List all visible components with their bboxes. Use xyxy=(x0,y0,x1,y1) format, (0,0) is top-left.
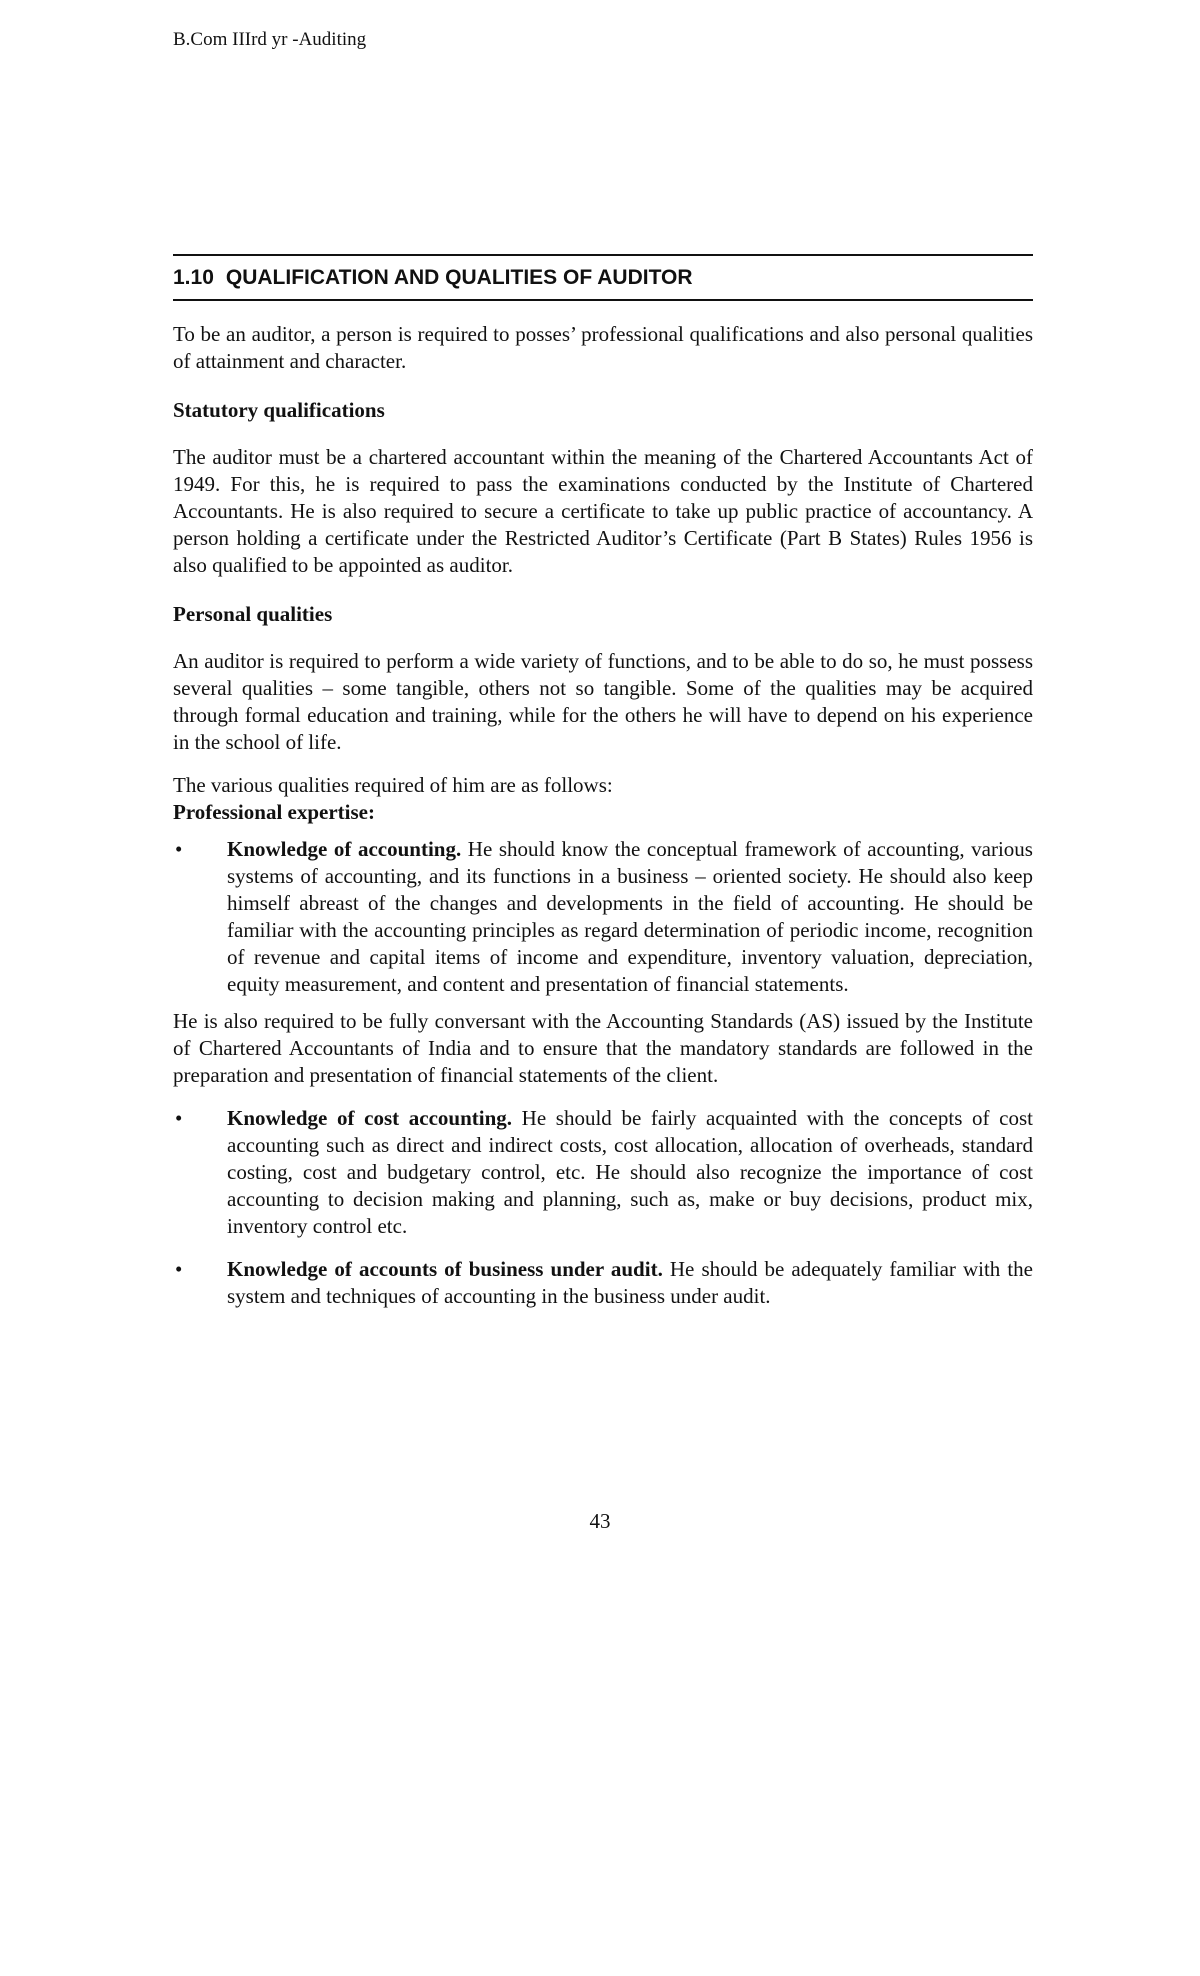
list-item-title: Knowledge of accounts of business under audit. xyxy=(227,1257,663,1281)
bullet-glyph: • xyxy=(175,1106,183,1130)
personal-paragraph: An auditor is required to perform a wide variety of functions, and to be able to do so, he must possess several qualities – some tangible, others not so tangible. Some of the qualities may be acquired through formal education and training, while for the others he will have to depend on his experience in the school of life. xyxy=(173,649,1033,754)
statutory-heading: Statutory qualifications xyxy=(173,398,385,422)
list-item-body xyxy=(227,836,1033,998)
running-header: B.Com IIIrd yr -Auditing xyxy=(173,29,367,50)
list-item-text: He should be adequately familiar with the system and techniques of accounting in the business under audit. xyxy=(227,1257,1033,1308)
section-number: 1.10 xyxy=(173,266,214,289)
section-heading xyxy=(173,254,1033,301)
list-item-title: Knowledge of accounting. xyxy=(227,837,462,861)
list-item-text: He should know the conceptual framework of accounting, various systems of accounting, and its functions in a business – oriented society. He should also keep himself abreast of the changes and developments in the field of accounting. He should be familiar with the accounting principles as regard determination of periodic income, recognition of revenue and capital items of income and expenditure, inventory valuation, depreciation, equity measurement, and content and presentation of financial statements. xyxy=(227,837,1033,996)
list-item-business-accounts xyxy=(173,1256,1033,1310)
professional-expertise-heading: Professional expertise: xyxy=(173,800,375,824)
personal-heading: Personal qualities xyxy=(173,602,333,626)
page-body xyxy=(173,254,1033,1310)
list-item-title: Knowledge of cost accounting. xyxy=(227,1106,513,1130)
section-title: QUALIFICATION AND QUALITIES OF AUDITOR xyxy=(225,266,693,289)
list-item-body xyxy=(227,1256,1033,1310)
intro-paragraph: To be an auditor, a person is required to posses’ professional qualifications and also personal qualities of attainment and character. xyxy=(173,322,1033,373)
page-number: 43 xyxy=(589,1509,611,1533)
statutory-paragraph: The auditor must be a chartered accountant within the meaning of the Chartered Accountants Act of 1949. For this, he is required to pass the examinations conducted by the Institute of Chartered Accountants. He is also required to secure a certificate to take up public practice of accountancy. A person holding a certificate under the Restricted Auditor’s Certificate (Part B States) Rules 1956 is also qualified to be appointed as auditor. xyxy=(173,445,1033,577)
list-item-body xyxy=(227,1105,1033,1240)
standards-paragraph: He is also required to be fully conversant with the Accounting Standards (AS) issued by the Institute of Chartered Accountants of India and to ensure that the mandatory standards are followed in the preparation and presentation of financial statements of the client. xyxy=(173,1009,1033,1087)
list-item-cost-accounting xyxy=(173,1105,1033,1240)
qualities-lead-in: The various qualities required of him are as follows: xyxy=(173,773,613,797)
bullet-glyph: • xyxy=(175,1257,183,1281)
list-item-text: He should be fairly acquainted with the concepts of cost accounting such as direct and indirect costs, cost allocation, allocation of overheads, standard costing, cost and budgetary control, etc. He should also recognize the importance of cost accounting to decision making and planning, such as, make or buy decisions, product mix, inventory control etc. xyxy=(227,1106,1033,1238)
bullet-glyph: • xyxy=(175,837,183,861)
list-item-accounting xyxy=(173,836,1033,998)
